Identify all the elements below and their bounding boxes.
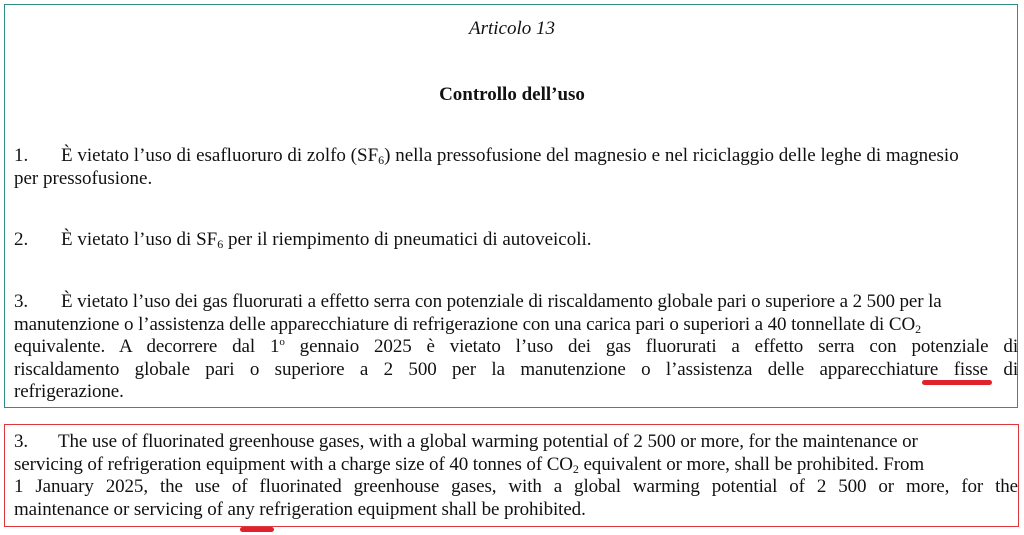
english-paragraph-3: 3. The use of fluorinated greenhouse gases, with a global warming potential of 2 500 or more, for the maintenance or servicing of refrigeration equipment with a charge size of 40 tonnes of $CO_2$ equivalent or more, shall be prohibited. From 1 January 2025, the use of fluorinated greenhouse gases, with a global warming potential of 2 500 or more, for the maintenance or servicing of any refrigeration equipment shall be prohibited. [14,431,1018,520]
italian-paragraph-2: 2. È vietato l’uso di $SF_6$ per il riempimento di pneumatici di autoveicoli. [14,229,592,251]
article-title: Controllo dell’uso [439,84,585,105]
highlighted-word-any: any [227,498,255,520]
highlighted-word-fisse: fisse [953,358,989,380]
red-underline-mark [240,527,274,532]
italian-paragraph-3: 3. È vietato l’uso dei gas fluorurati a effetto serra con potenziale di riscaldamento globale pari o superiore a 2 500 per la manutenzione o l’assistenza delle apparecchiature di refrigerazione con una carica pari o superiori a 40 tonnellate di $CO_2$ equivalente. A decorrere dal 1$^o$ gennaio 2025 è vietato l’uso dei gas fluorurati a effetto serra con potenziale di riscaldamento globale pari o superiore a 2 500 per la manutenzione o l’assistenza delle apparecchiature fisse di refrigerazione. [14,291,1019,402]
paragraph-number: 2. [14,229,29,250]
paragraph-number: 3. [14,431,29,452]
italian-paragraph-1: 1. È vietato l’uso di esafluoruro di zolfo $(SF_6)$ nella pressofusione del magnesio e nel riciclaggio delle leghe di magnesio per pressofusione. [14,145,959,189]
article-number: Articolo 13 [468,18,556,39]
red-underline-mark [922,380,992,385]
paragraph-number: 3. [14,291,29,312]
paragraph-number: 1. [14,145,29,166]
